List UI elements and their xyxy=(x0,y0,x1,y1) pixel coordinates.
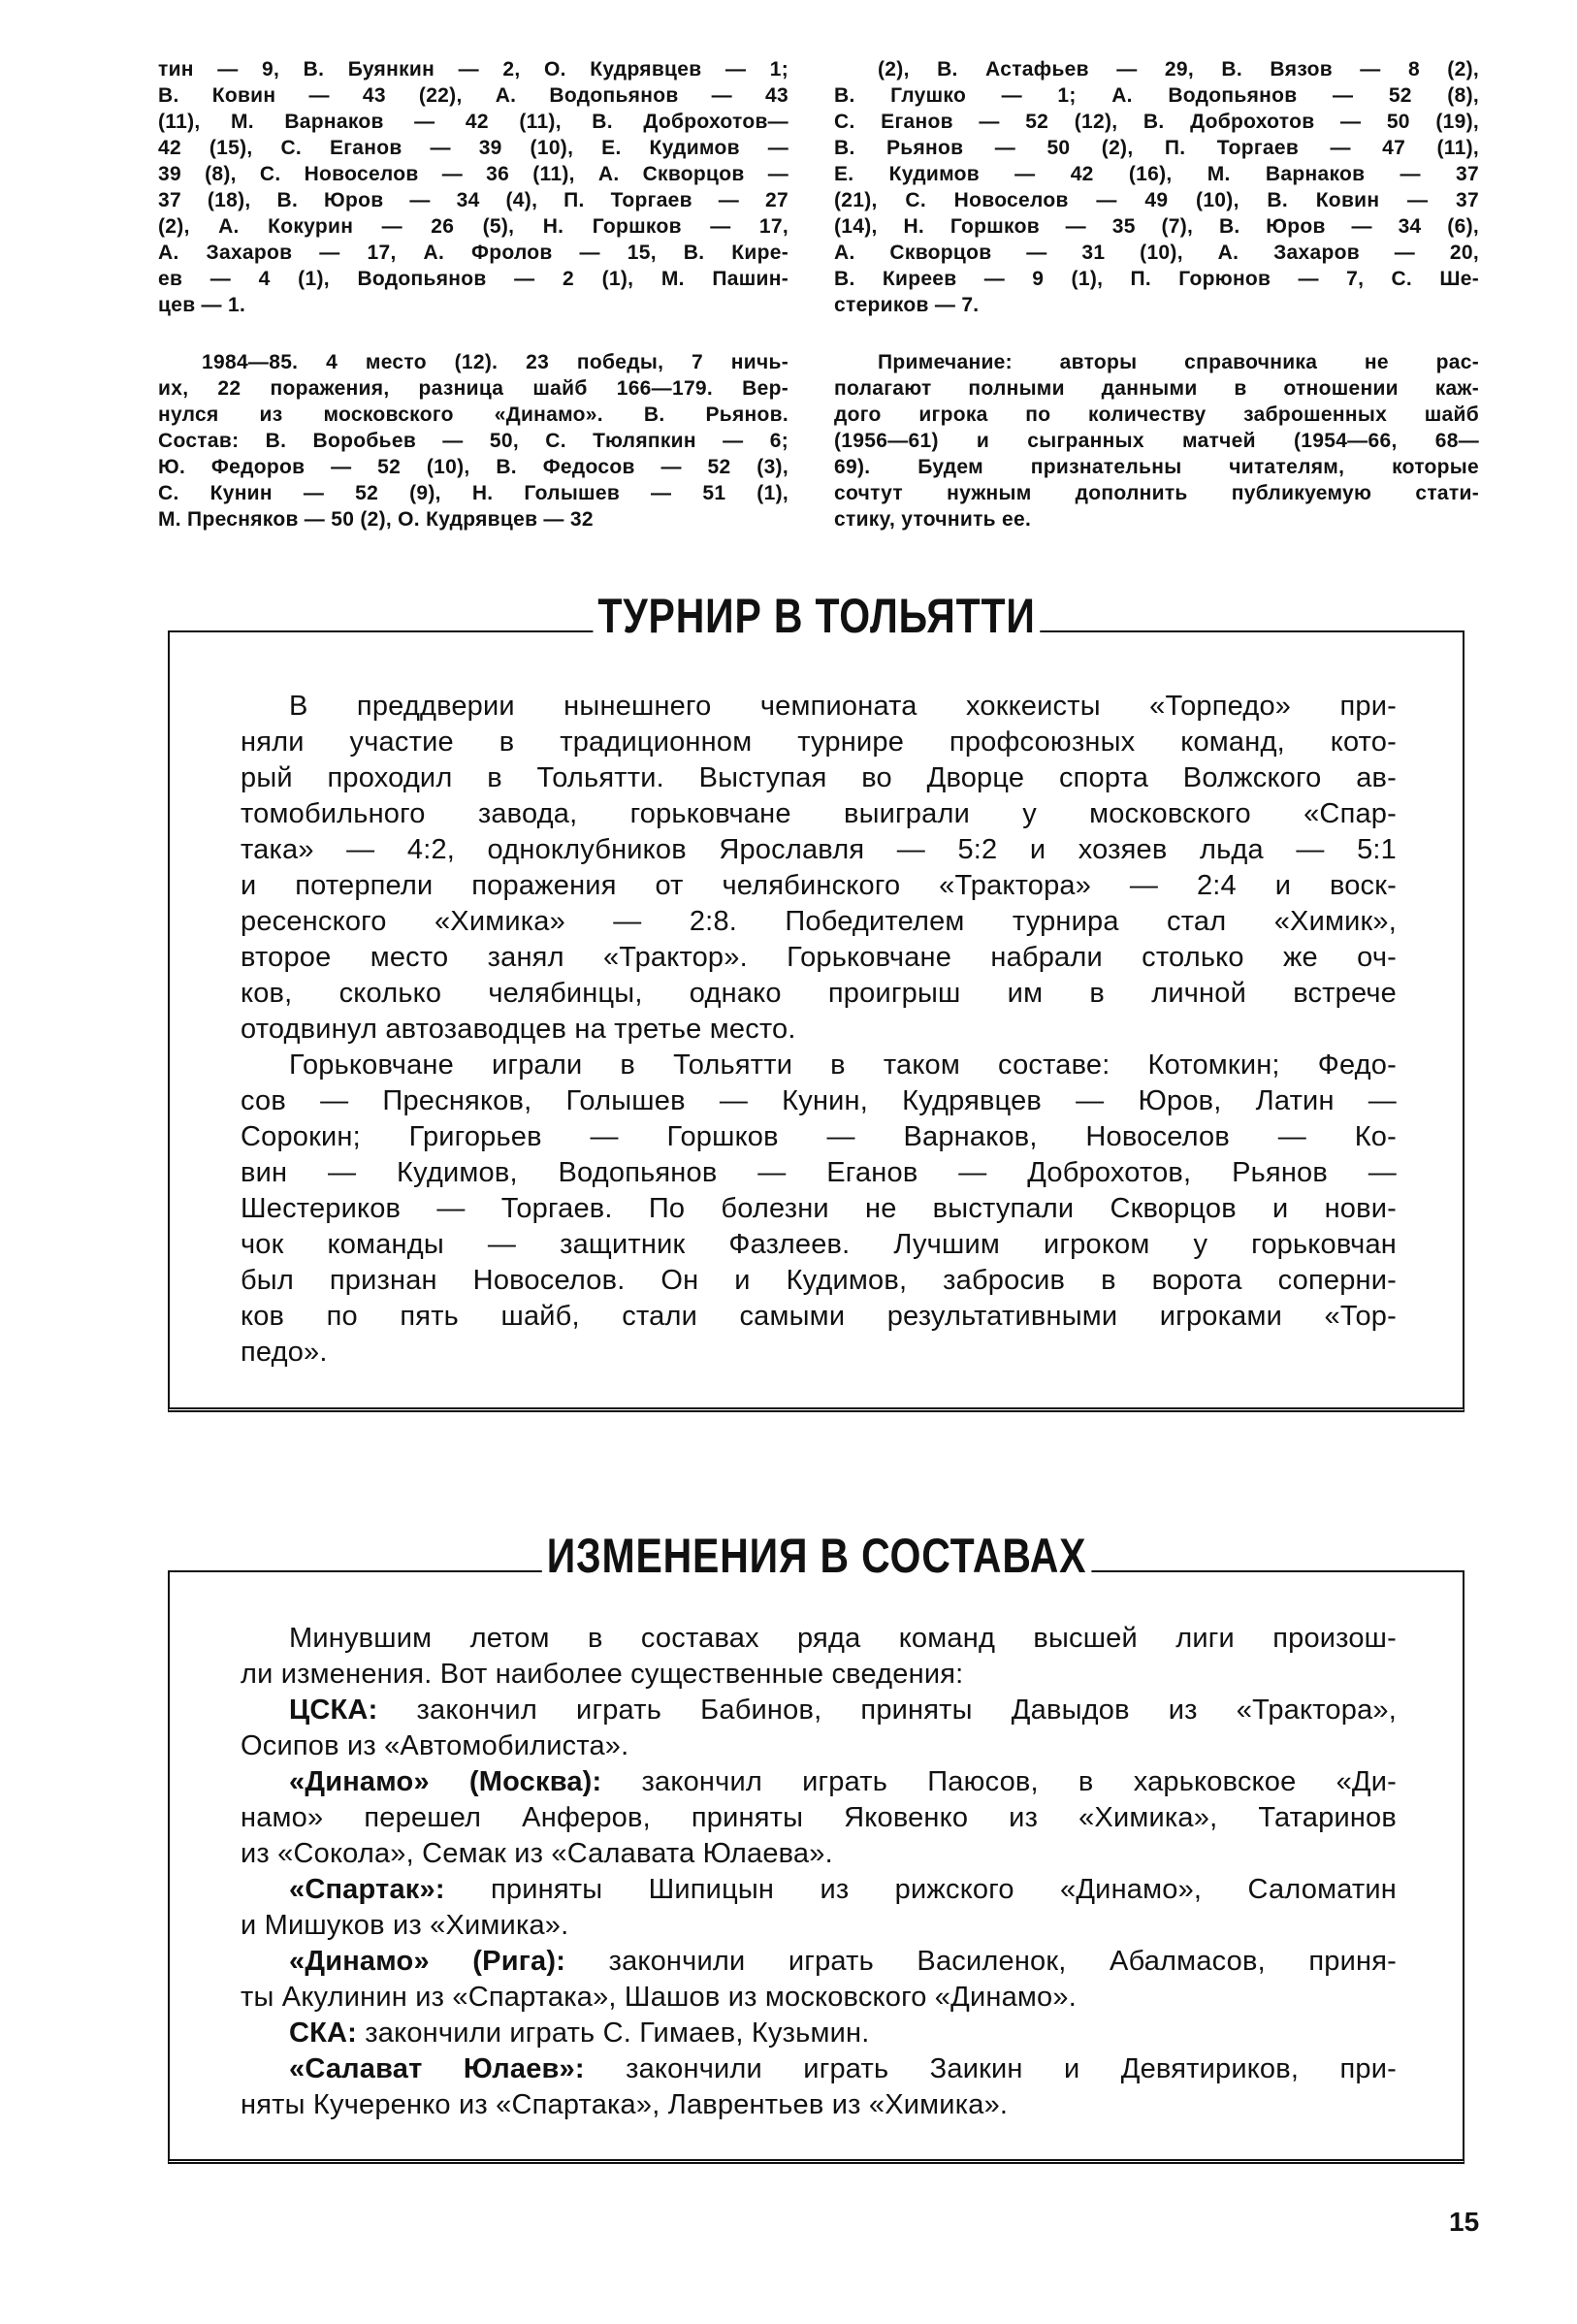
text-line: 37 (18), В. Юров — 34 (4), П. Торгаев — 27 xyxy=(158,189,788,211)
text-line xyxy=(241,2016,1397,2051)
text-line xyxy=(241,1872,1397,1908)
text-line: томобильного завода, горьковчане выиграли у московского «Спар- xyxy=(241,798,1397,829)
text-line: 42 (15), С. Еганов — 39 (10), Е. Кудимов — xyxy=(158,137,788,159)
text-line: А. Скворцов — 31 (10), А. Захаров — 20, xyxy=(834,242,1479,264)
text-line xyxy=(241,1944,1397,1980)
text-line: В. Киреев — 9 (1), П. Горюнов — 7, С. Ше- xyxy=(834,268,1479,290)
text-line: нулся из московского «Динамо». В. Рьянов. xyxy=(158,403,788,426)
section-roster-changes xyxy=(168,1529,1464,2164)
text-line: рый проходил в Тольятти. Выступая во Дворце спорта Волжского ав- xyxy=(241,762,1397,793)
text-line: сочтут нужным дополнить публикуемую стати- xyxy=(834,482,1479,504)
team-name: «Динамо» (Москва): xyxy=(289,1766,602,1797)
text-line: С. Кунин — 52 (9), Н. Голышев — 51 (1), xyxy=(158,482,788,504)
text-line: М. Пресняков — 50 (2), О. Кудрявцев — 32 xyxy=(158,508,594,531)
text-line: така» — 4:2, одноклубников Ярославля — 5:2 и хозяев льда — 5:1 xyxy=(241,834,1397,865)
text-line xyxy=(241,1693,1397,1728)
text-line: педо». xyxy=(241,1337,328,1368)
line-text: закончили играть Василенок, Абалмасов, приня- xyxy=(565,1946,1397,1977)
text-line: Осипов из «Автомобилиста». xyxy=(241,1730,629,1761)
text-line: отодвинул автозаводцев на третье место. xyxy=(241,1014,796,1045)
team-name: «Динамо» (Рига): xyxy=(289,1946,566,1977)
text-line xyxy=(241,1764,1397,1800)
text-line: В. Рьянов — 50 (2), П. Торгаев — 47 (11), xyxy=(834,137,1479,159)
text-line: и Мишуков из «Химика». xyxy=(241,1910,569,1941)
text-line: Горьковчане играли в Тольятти в таком составе: Котомкин; Федо- xyxy=(289,1049,1397,1081)
text-line: (14), Н. Горшков — 35 (7), В. Юров — 34 (6), xyxy=(834,215,1479,238)
text-line: 1984—85. 4 место (12). 23 победы, 7 ничь- xyxy=(202,351,788,373)
text-line: ков по пять шайб, стали самыми результативными игроками «Тор- xyxy=(241,1301,1397,1332)
line-text: закончил играть Бабинов, приняты Давыдов из «Трактора», xyxy=(377,1695,1397,1726)
text-line: стику, уточнить ее. xyxy=(834,508,1032,531)
text-line: тин — 9, В. Буянкин — 2, О. Кудрявцев — 1; xyxy=(158,58,788,81)
text-line: из «Сокола», Семак из «Салавата Юлаева». xyxy=(241,1838,833,1869)
text-line: и потерпели поражения от челябинского «Трактора» — 2:4 и воск- xyxy=(241,870,1397,901)
text-line: чок команды — защитник Фазлеев. Лучшим игроком у горьковчан xyxy=(241,1229,1397,1260)
section-body xyxy=(241,689,1397,1371)
text-line: Шестериков — Торгаев. По болезни не выступали Скворцов и нови- xyxy=(241,1193,1397,1224)
text-line: (11), М. Варнаков — 42 (11), В. Доброхотов— xyxy=(158,111,788,133)
text-line: (2), А. Кокурин — 26 (5), Н. Горшков — 17, xyxy=(158,215,788,238)
text-line: Сорокин; Григорьев — Горшков — Варнаков, Новоселов — Ко- xyxy=(241,1121,1397,1152)
text-line: В преддверии нынешнего чемпионата хоккеисты «Торпедо» при- xyxy=(289,691,1397,722)
text-line: ков, сколько челябинцы, однако проигрыш им в личной встрече xyxy=(241,978,1397,1009)
text-line: стериков — 7. xyxy=(834,294,980,316)
text-line: (2), В. Астафьев — 29, В. Вязов — 8 (2), xyxy=(878,58,1479,81)
text-line: Минувшим летом в составах ряда команд высшей лиги произош- xyxy=(289,1623,1397,1654)
text-line: их, 22 поражения, разница шайб 166—179. Вер- xyxy=(158,377,788,400)
section-tolyatti-tournament xyxy=(168,589,1464,1412)
text-line: Е. Кудимов — 42 (16), М. Варнаков — 37 xyxy=(834,163,1479,185)
text-line: 39 (8), С. Новоселов — 36 (11), А. Скворцов — xyxy=(158,163,788,185)
team-name: «Салават Юлаев»: xyxy=(289,2053,585,2084)
text-line: В. Ковин — 43 (22), А. Водопьянов — 43 xyxy=(158,84,788,107)
text-line: ты Акулинин из «Спартака», Шашов из московского «Динамо». xyxy=(241,1982,1077,2013)
text-line: А. Захаров — 17, А. Фролов — 15, В. Кире- xyxy=(158,242,788,264)
text-line: вин — Кудимов, Водопьянов — Еганов — Доброхотов, Рьянов — xyxy=(241,1157,1397,1188)
team-name: СКА: xyxy=(289,2017,358,2049)
stats-column-left xyxy=(158,56,788,533)
stats-column-right xyxy=(834,56,1479,533)
text-line: полагают полными данными в отношении каж- xyxy=(834,377,1479,400)
text-line: Состав: В. Воробьев — 50, С. Тюляпкин — 6; xyxy=(158,430,788,452)
section-title: ТУРНИР В ТОЛЬЯТТИ xyxy=(593,592,1040,640)
text-line: В. Глушко — 1; А. Водопьянов — 52 (8), xyxy=(834,84,1479,107)
text-line: С. Еганов — 52 (12), В. Доброхотов — 50 (19), xyxy=(834,111,1479,133)
text-line: 69). Будем признательны читателям, которые xyxy=(834,456,1479,478)
line-text: закончил играть Паюсов, в харьковское «Ди- xyxy=(601,1766,1397,1797)
page-number: 15 xyxy=(1449,2207,1480,2237)
text-line: ресенского «Химика» — 2:8. Победителем турнира стал «Химик», xyxy=(241,906,1397,937)
text-line: дого игрока по количеству заброшенных шайб xyxy=(834,403,1479,426)
text-line: цев — 1. xyxy=(158,294,246,316)
text-line: второе место занял «Трактор». Горьковчане набрали столько же оч- xyxy=(241,942,1397,973)
text-line: Примечание: авторы справочника не рас- xyxy=(878,351,1479,373)
team-name: «Спартак»: xyxy=(289,1874,445,1905)
section-title: ИЗМЕНЕНИЯ В СОСТАВАХ xyxy=(541,1532,1090,1580)
text-line: сов — Пресняков, Голышев — Кунин, Кудрявцев — Юров, Латин — xyxy=(241,1085,1397,1116)
text-line: был признан Новоселов. Он и Кудимов, забросив в ворота соперни- xyxy=(241,1265,1397,1296)
text-line: ев — 4 (1), Водопьянов — 2 (1), М. Пашин- xyxy=(158,268,788,290)
text-line xyxy=(241,2051,1397,2087)
section-body xyxy=(241,1621,1397,2123)
line-text: закончили играть Заикин и Девятириков, при- xyxy=(584,2053,1397,2084)
team-name: ЦСКА: xyxy=(289,1695,378,1726)
text-line: няли участие в традиционном турнире профсоюзных команд, кото- xyxy=(241,726,1397,758)
line-text: приняты Шипицын из рижского «Динамо», Саломатин xyxy=(444,1874,1397,1905)
text-line: (1956—61) и сыгранных матчей (1954—66, 68— xyxy=(834,430,1479,452)
text-line: (21), С. Новоселов — 49 (10), В. Ковин — 37 xyxy=(834,189,1479,211)
text-line: ли изменения. Вот наиболее существенные сведения: xyxy=(241,1659,964,1690)
text-line: намо» перешел Анферов, приняты Яковенко из «Химика», Татаринов xyxy=(241,1802,1397,1833)
text-line: няты Кучеренко из «Спартака», Лаврентьев из «Химика». xyxy=(241,2089,1009,2120)
line-text: закончили играть С. Гимаев, Кузьмин. xyxy=(357,2017,870,2049)
text-line: Ю. Федоров — 52 (10), В. Федосов — 52 (3), xyxy=(158,456,788,478)
